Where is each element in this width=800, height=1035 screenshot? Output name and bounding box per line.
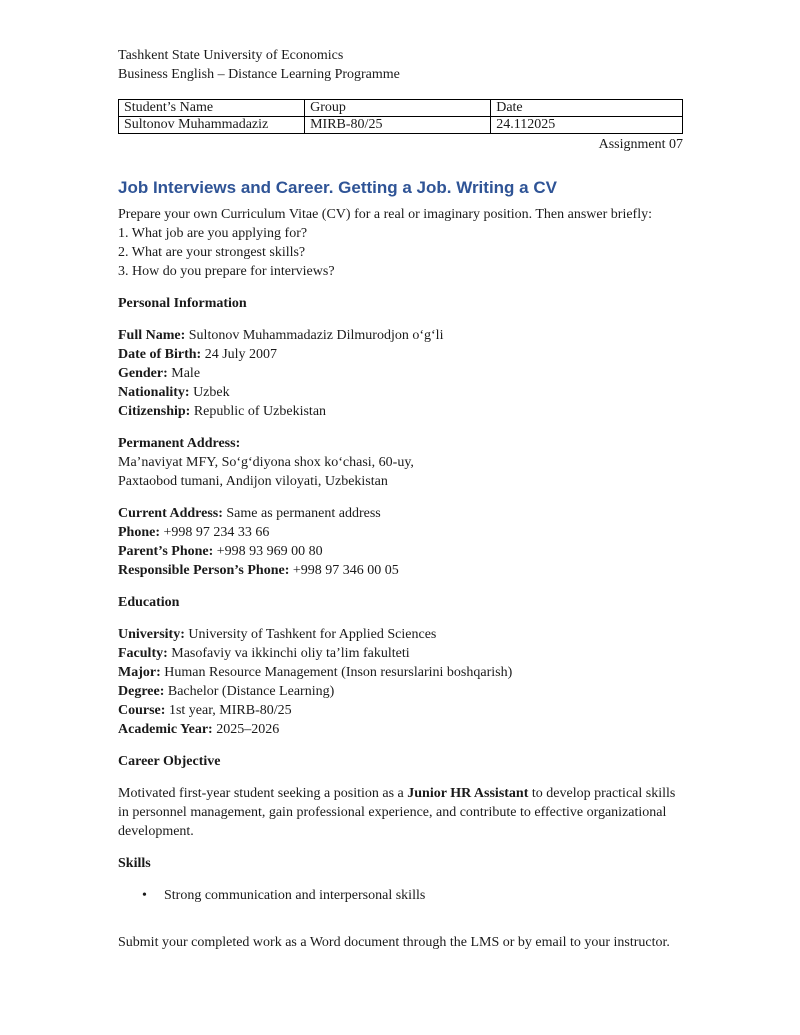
field-value: 1st year, MIRB-80/25	[165, 703, 292, 718]
field-major	[118, 663, 683, 682]
address-line: Paxtaobod tumani, Andijon viloyati, Uzbekistan	[118, 474, 388, 489]
field-label: Responsible Person’s Phone:	[118, 563, 290, 578]
field-label: Phone:	[118, 525, 160, 540]
field-value: Bachelor (Distance Learning)	[164, 684, 335, 699]
field-university	[118, 625, 683, 644]
field-label: Current Address:	[118, 506, 223, 521]
career-text-start: Motivated first-year student seeking a position as a	[118, 786, 408, 801]
field-course	[118, 701, 683, 720]
field-degree	[118, 682, 683, 701]
field-label: Citizenship:	[118, 404, 191, 419]
education-fields	[118, 625, 683, 739]
field-phone	[118, 523, 683, 542]
page-title: Job Interviews and Career. Getting a Job. Writing a CV	[118, 178, 557, 197]
contact-fields	[118, 504, 683, 580]
field-label: Course:	[118, 703, 166, 718]
field-value: Sultonov Muhammadaziz Dilmurodjon o‘g‘li	[185, 328, 444, 343]
field-academic-year	[118, 720, 683, 739]
field-value: +998 97 346 00 05	[289, 563, 399, 578]
document-page	[118, 46, 683, 952]
field-value: University of Tashkent for Applied Sciences	[184, 627, 437, 642]
question-item: 2. What are your strongest skills?	[118, 245, 306, 260]
header-student-name: Student’s Name	[119, 100, 305, 117]
question-item: 1. What job are you applying for?	[118, 226, 308, 241]
field-value: 2025–2026	[212, 722, 280, 737]
field-label: Nationality:	[118, 385, 190, 400]
header-group: Group	[305, 100, 491, 117]
header-date: Date	[491, 100, 683, 117]
programme-name: Business English – Distance Learning Programme	[118, 67, 400, 82]
field-label: Faculty:	[118, 646, 168, 661]
address-line: Ma’naviyat MFY, So‘g‘diyona shox ko‘chasi, 60-uy,	[118, 455, 414, 470]
skills-heading: Skills	[118, 856, 151, 871]
personal-fields	[118, 326, 683, 421]
career-position: Junior HR Assistant	[407, 786, 529, 801]
field-value: +998 97 234 33 66	[160, 525, 270, 540]
field-value: Masofaviy va ikkinchi oliy ta’lim fakulteti	[167, 646, 410, 661]
student-name-value: Sultonov Muhammadaziz	[119, 117, 305, 134]
list-item	[142, 886, 683, 905]
field-label: Gender:	[118, 366, 168, 381]
field-value: Republic of Uzbekistan	[190, 404, 327, 419]
field-label: Permanent Address:	[118, 436, 241, 451]
date-value: 24.112025	[491, 117, 683, 134]
instructions-intro: Prepare your own Curriculum Vitae (CV) for a real or imaginary position. Then answer briefly:	[118, 207, 652, 222]
field-value: +998 93 969 00 80	[213, 544, 323, 559]
field-parents-phone	[118, 542, 683, 561]
field-nationality	[118, 383, 683, 402]
career-objective-heading: Career Objective	[118, 754, 221, 769]
document-header	[118, 46, 683, 84]
field-citizenship	[118, 402, 683, 421]
field-value: Male	[167, 366, 201, 381]
group-value: MIRB-80/25	[305, 117, 491, 134]
address-label	[118, 434, 683, 453]
table-row	[119, 117, 683, 134]
field-value: 24 July 2007	[201, 347, 278, 362]
table-header-row	[119, 100, 683, 117]
submission-note: Submit your completed work as a Word document through the LMS or by email to your instructor.	[118, 935, 670, 950]
skill-text: Strong communication and interpersonal skills	[164, 888, 426, 903]
field-label: Degree:	[118, 684, 165, 699]
personal-info-heading: Personal Information	[118, 296, 247, 311]
field-value: Uzbek	[189, 385, 230, 400]
field-label: University:	[118, 627, 185, 642]
bullet-icon: •	[142, 888, 147, 903]
field-date-of-birth	[118, 345, 683, 364]
student-info-table	[118, 99, 683, 134]
field-label: Parent’s Phone:	[118, 544, 214, 559]
career-text-end: to develop practical skills in personnel management, gain professional experience, and contribute to effective organizational development.	[118, 786, 676, 839]
field-value: Same as permanent address	[222, 506, 381, 521]
institution-name: Tashkent State University of Economics	[118, 48, 344, 63]
career-objective-text	[118, 784, 683, 841]
field-value: Human Resource Management (Inson resurslarini boshqarish)	[160, 665, 513, 680]
field-responsible-phone	[118, 561, 683, 580]
education-heading: Education	[118, 595, 180, 610]
permanent-address	[118, 434, 683, 491]
field-label: Major:	[118, 665, 161, 680]
skills-list	[118, 886, 683, 905]
field-current-address	[118, 504, 683, 523]
field-label: Academic Year:	[118, 722, 213, 737]
instructions	[118, 205, 683, 281]
field-full-name	[118, 326, 683, 345]
field-faculty	[118, 644, 683, 663]
assignment-number: Assignment 07	[598, 137, 683, 152]
field-label: Date of Birth:	[118, 347, 202, 362]
field-gender	[118, 364, 683, 383]
question-item: 3. How do you prepare for interviews?	[118, 264, 335, 279]
field-label: Full Name:	[118, 328, 186, 343]
